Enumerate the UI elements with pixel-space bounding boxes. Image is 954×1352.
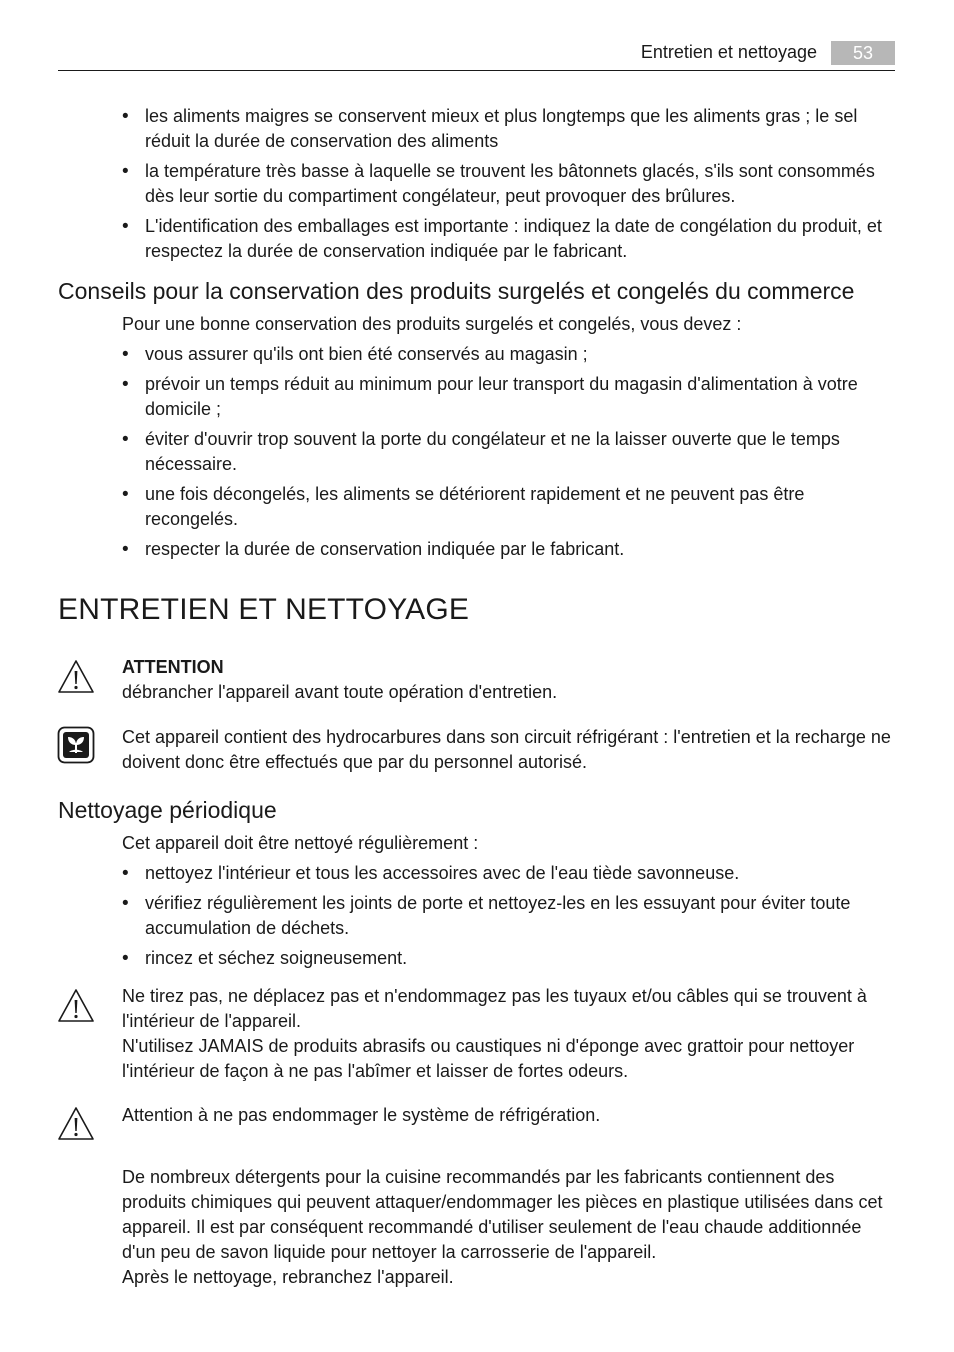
environment-plant-icon — [57, 726, 95, 764]
closing-para1: De nombreux détergents pour la cuisine recommandés par les fabricants contiennent des produits chimiques qui peuvent attaquer/endommager les pièces en plastique utilisées dans cet appareil. Il est par conséquent recommandé d'utiliser seulement de l'eau chaude additionnée d'un peu de savon liquide pour nettoyer la carrosserie de l'appareil. — [122, 1167, 883, 1262]
warning-cooling: Attention à ne pas endommager le système de réfrigération. — [122, 1105, 601, 1125]
attention-text: débrancher l'appareil avant toute opération d'entretien. — [122, 682, 558, 702]
list-item: • nettoyez l'intérieur et tous les accessoires avec de l'eau tiède savonneuse. — [122, 861, 895, 886]
top-bullet-list — [122, 104, 895, 269]
main-heading: ENTRETIEN ET NETTOYAGE — [58, 593, 470, 626]
list-item: • vérifiez régulièrement les joints de porte et nettoyez-les en les essuyant pour éviter toute accumulation de déchets. — [122, 891, 895, 941]
warning-pipes-line2: N'utilisez JAMAIS de produits abrasifs ou caustiques ni d'éponge avec grattoir pour nettoyer l'intérieur de façon à ne pas l'abîmer et laisser de fortes odeurs. — [122, 1036, 855, 1081]
warning-triangle-icon — [57, 1105, 95, 1143]
section-heading-periodic: Nettoyage périodique — [58, 797, 277, 823]
list-item: • rincez et séchez soigneusement. — [122, 946, 895, 971]
list-item: • prévoir un temps réduit au minimum pour leur transport du magasin d'alimentation à votre domicile ; — [122, 372, 895, 422]
list-item: • les aliments maigres se conservent mieux et plus longtemps que les aliments gras ; le sel réduit la durée de conservation des aliments — [122, 104, 895, 154]
list-item: • vous assurer qu'ils ont bien été conservés au magasin ; — [122, 342, 895, 367]
attention-block — [122, 655, 895, 705]
warning-pipes-line1: Ne tirez pas, ne déplacez pas et n'endommagez pas les tuyaux et/ou câbles qui se trouvent à l'intérieur de l'appareil. — [122, 986, 867, 1031]
warning-triangle-icon — [57, 658, 95, 696]
periodic-section-body — [122, 831, 895, 976]
page-number: 53 — [831, 41, 895, 65]
list-item: • éviter d'ouvrir trop souvent la porte du congélateur et ne la laisser ouverte que le temps nécessaire. — [122, 427, 895, 477]
closing-para2: Après le nettoyage, rebranchez l'appareil. — [122, 1267, 454, 1287]
section-heading-commerce: Conseils pour la conservation des produits surgelés et congelés du commerce — [58, 278, 855, 304]
list-item: • la température très basse à laquelle se trouvent les bâtonnets glacés, s'ils sont consommés dès leur sortie du compartiment congélateur, peut provoquer des brûlures. — [122, 159, 895, 209]
closing-block — [122, 1165, 895, 1290]
header-title: Entretien et nettoyage — [640, 42, 817, 62]
commerce-section-body — [122, 312, 895, 567]
list-item: • une fois décongelés, les aliments se détériorent rapidement et ne peuvent pas être recongelés. — [122, 482, 895, 532]
warning-triangle-icon — [57, 987, 95, 1025]
list-item: • respecter la durée de conservation indiquée par le fabricant. — [122, 537, 895, 562]
header-rule — [58, 70, 895, 71]
environment-note: Cet appareil contient des hydrocarbures dans son circuit réfrigérant : l'entretien et la recharge ne doivent donc être effectués que par du personnel autorisé. — [122, 727, 891, 772]
commerce-intro: Pour une bonne conservation des produits surgelés et congelés, vous devez : — [122, 314, 742, 334]
page-header — [58, 38, 895, 70]
warning-pipes-block — [122, 984, 895, 1084]
attention-title: ATTENTION — [122, 657, 224, 677]
periodic-intro: Cet appareil doit être nettoyé régulièrement : — [122, 833, 479, 853]
list-item: • L'identification des emballages est importante : indiquez la date de congélation du produit, et respectez la durée de conservation indiquée par le fabricant. — [122, 214, 895, 264]
